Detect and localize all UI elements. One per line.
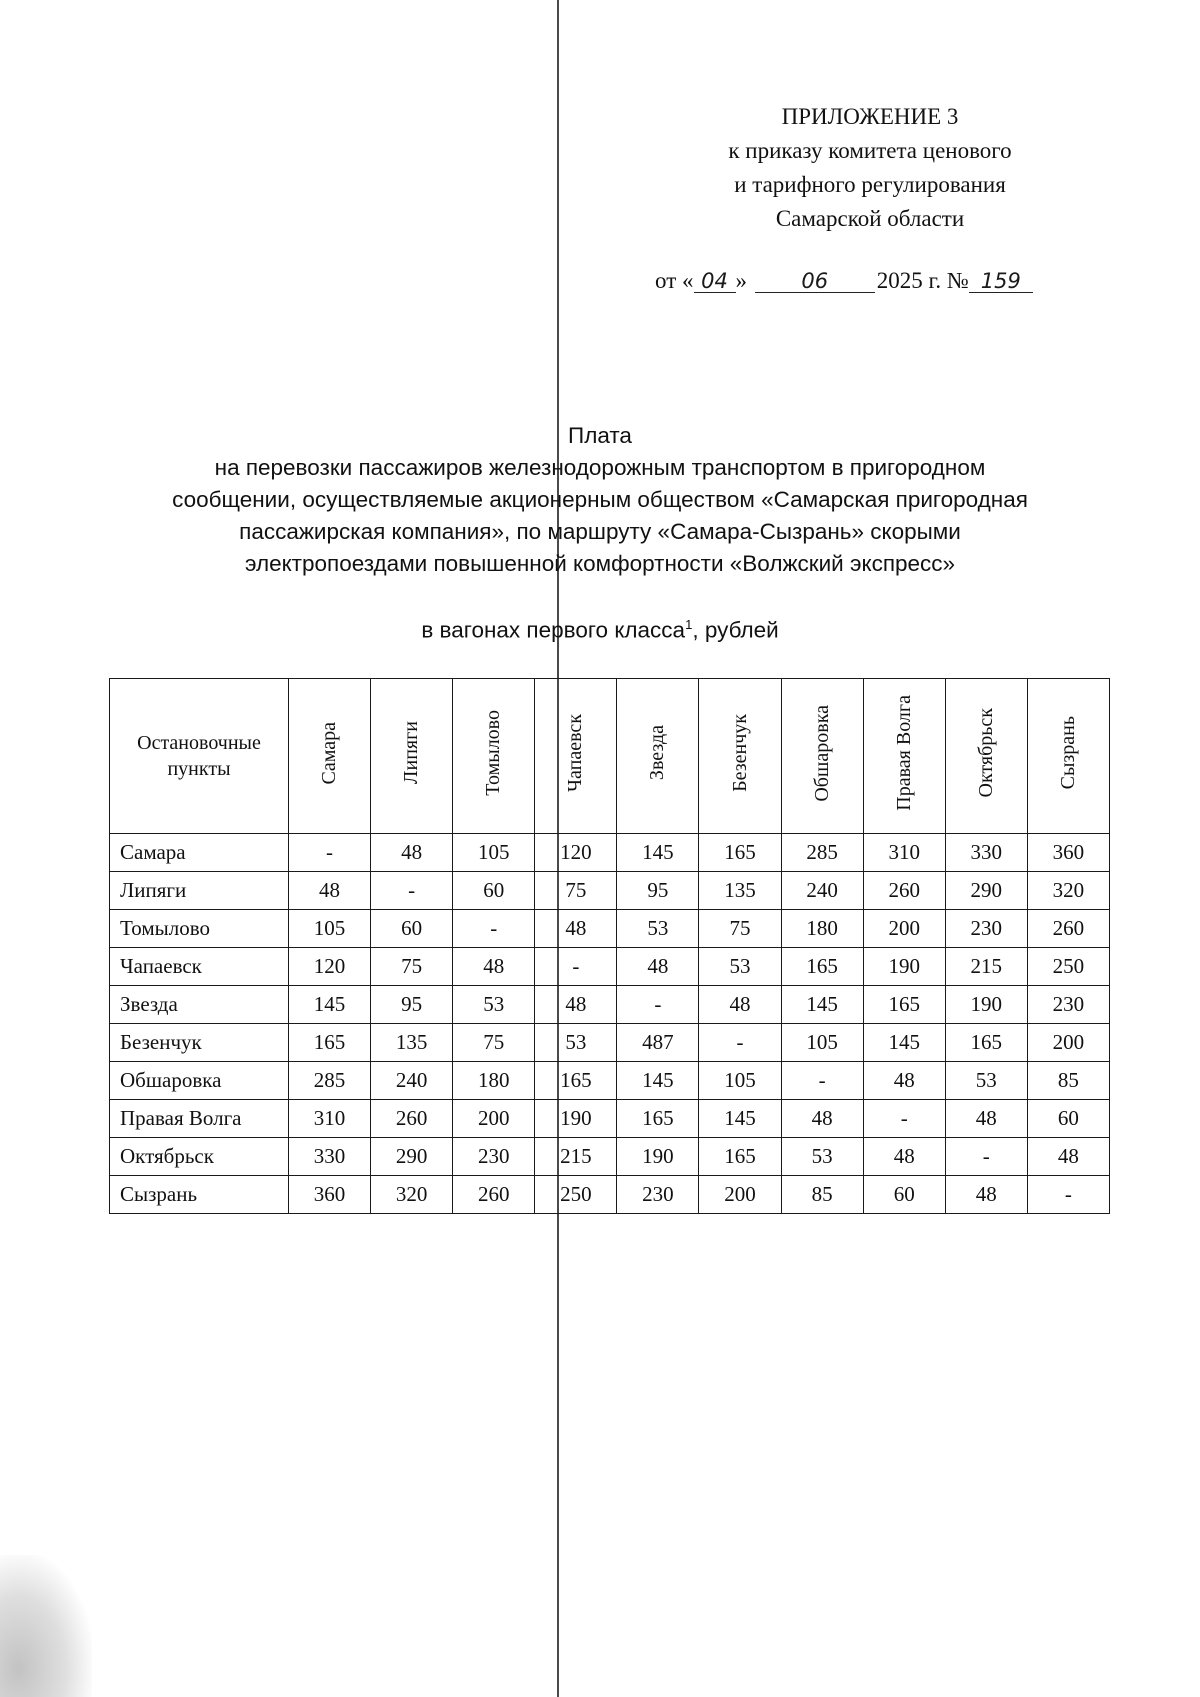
fare-cell: 360 bbox=[289, 1176, 371, 1214]
fare-cell: 215 bbox=[945, 948, 1027, 986]
fare-cell: 48 bbox=[781, 1100, 863, 1138]
fare-cell: 85 bbox=[1027, 1062, 1109, 1100]
column-header-label: Сызрань bbox=[1056, 716, 1079, 790]
fare-cell: 48 bbox=[371, 834, 453, 872]
fare-cell: 310 bbox=[289, 1100, 371, 1138]
order-mid: » bbox=[735, 268, 747, 293]
fare-cell: 165 bbox=[945, 1024, 1027, 1062]
fare-cell: 53 bbox=[945, 1062, 1027, 1100]
fare-cell: 190 bbox=[617, 1138, 699, 1176]
row-stop-name: Октябрьск bbox=[110, 1138, 289, 1176]
table-row bbox=[110, 1024, 1110, 1062]
fare-cell: 48 bbox=[863, 1062, 945, 1100]
fare-cell: 290 bbox=[371, 1138, 453, 1176]
fare-cell: - bbox=[453, 910, 535, 948]
document-subtitle bbox=[90, 617, 1110, 644]
fare-cell: 135 bbox=[699, 872, 781, 910]
fare-cell: 250 bbox=[1027, 948, 1109, 986]
fare-cell: 75 bbox=[699, 910, 781, 948]
fare-cell: 165 bbox=[781, 948, 863, 986]
table-row bbox=[110, 1176, 1110, 1214]
fare-cell: 240 bbox=[781, 872, 863, 910]
column-header bbox=[371, 679, 453, 834]
fare-cell: 215 bbox=[535, 1138, 617, 1176]
fare-cell: 250 bbox=[535, 1176, 617, 1214]
fare-cell: 60 bbox=[453, 872, 535, 910]
fare-cell: - bbox=[371, 872, 453, 910]
fare-cell: 260 bbox=[863, 872, 945, 910]
table-row bbox=[110, 948, 1110, 986]
fare-cell: 135 bbox=[371, 1024, 453, 1062]
column-header-label: Обшаровка bbox=[810, 704, 833, 802]
fare-cell: 53 bbox=[535, 1024, 617, 1062]
fare-cell: - bbox=[535, 948, 617, 986]
fare-cell: 105 bbox=[453, 834, 535, 872]
fare-cell: 165 bbox=[289, 1024, 371, 1062]
fare-cell: 285 bbox=[781, 834, 863, 872]
fare-cell: 95 bbox=[371, 986, 453, 1024]
row-stop-name: Безенчук bbox=[110, 1024, 289, 1062]
fare-cell: 105 bbox=[699, 1062, 781, 1100]
fare-cell: 260 bbox=[1027, 910, 1109, 948]
fare-cell: 165 bbox=[535, 1062, 617, 1100]
fare-cell: 145 bbox=[699, 1100, 781, 1138]
fare-table-body bbox=[110, 834, 1110, 1214]
fare-cell: 260 bbox=[453, 1176, 535, 1214]
fare-cell: - bbox=[699, 1024, 781, 1062]
subtitle-text: в вагонах первого класса bbox=[421, 617, 686, 643]
fare-cell: 165 bbox=[617, 1100, 699, 1138]
fare-cell: 48 bbox=[1027, 1138, 1109, 1176]
fare-cell: 180 bbox=[781, 910, 863, 948]
column-header-label: Безенчук bbox=[728, 714, 751, 792]
fare-table bbox=[109, 678, 1110, 1214]
fare-cell: 165 bbox=[863, 986, 945, 1024]
column-header-label: Самара bbox=[318, 721, 341, 785]
column-header-label: Томылово bbox=[482, 710, 505, 796]
fare-cell: 145 bbox=[781, 986, 863, 1024]
fare-cell: 105 bbox=[781, 1024, 863, 1062]
fare-cell: 310 bbox=[863, 834, 945, 872]
fare-cell: 200 bbox=[453, 1100, 535, 1138]
fare-cell: 165 bbox=[699, 1138, 781, 1176]
table-row bbox=[110, 1138, 1110, 1176]
order-month-handwritten: 06 bbox=[755, 270, 875, 293]
fare-cell: 95 bbox=[617, 872, 699, 910]
column-header bbox=[945, 679, 1027, 834]
corner-header: Остановочные пункты bbox=[110, 679, 289, 834]
order-day-handwritten: 04 bbox=[694, 270, 736, 293]
fare-cell: 285 bbox=[289, 1062, 371, 1100]
fare-cell: 290 bbox=[945, 872, 1027, 910]
appendix-line-2: к приказу комитета ценового bbox=[728, 138, 1012, 163]
fare-cell: 75 bbox=[453, 1024, 535, 1062]
title-line-4: пассажирская компания», по маршруту «Самара-Сызрань» скорыми bbox=[239, 519, 961, 544]
fare-cell: 230 bbox=[1027, 986, 1109, 1024]
fare-cell: 48 bbox=[617, 948, 699, 986]
fare-cell: 145 bbox=[617, 834, 699, 872]
fare-cell: 60 bbox=[863, 1176, 945, 1214]
fare-cell: 320 bbox=[371, 1176, 453, 1214]
column-header bbox=[617, 679, 699, 834]
column-header-label: Октябрьск bbox=[974, 708, 997, 798]
fare-cell: 48 bbox=[863, 1138, 945, 1176]
fare-cell: 165 bbox=[699, 834, 781, 872]
fare-cell: - bbox=[945, 1138, 1027, 1176]
column-header bbox=[1027, 679, 1109, 834]
fare-cell: 105 bbox=[289, 910, 371, 948]
appendix-header bbox=[640, 100, 1100, 236]
row-stop-name: Звезда bbox=[110, 986, 289, 1024]
fare-cell: 200 bbox=[699, 1176, 781, 1214]
order-date-line bbox=[655, 268, 1033, 294]
fare-cell: 60 bbox=[371, 910, 453, 948]
fare-cell: 120 bbox=[535, 834, 617, 872]
fare-cell: 180 bbox=[453, 1062, 535, 1100]
row-stop-name: Правая Волга bbox=[110, 1100, 289, 1138]
column-header bbox=[863, 679, 945, 834]
fare-cell: - bbox=[1027, 1176, 1109, 1214]
fare-table-header-row bbox=[110, 679, 1110, 834]
column-header-label: Правая Волга bbox=[892, 695, 915, 811]
document-title bbox=[90, 420, 1110, 580]
table-row bbox=[110, 872, 1110, 910]
order-number-handwritten: 159 bbox=[969, 270, 1033, 293]
row-stop-name: Томылово bbox=[110, 910, 289, 948]
table-row bbox=[110, 834, 1110, 872]
title-line-5: электропоездами повышенной комфортности «Волжский экспресс» bbox=[244, 551, 956, 576]
fare-cell: 330 bbox=[945, 834, 1027, 872]
column-header bbox=[535, 679, 617, 834]
fare-cell: - bbox=[617, 986, 699, 1024]
table-row bbox=[110, 910, 1110, 948]
fare-cell: - bbox=[289, 834, 371, 872]
scan-smudge bbox=[0, 1555, 92, 1697]
appendix-line-3: и тарифного регулирования bbox=[734, 172, 1006, 197]
fare-cell: 48 bbox=[535, 910, 617, 948]
appendix-number: ПРИЛОЖЕНИЕ 3 bbox=[781, 104, 959, 129]
fare-cell: 360 bbox=[1027, 834, 1109, 872]
fare-cell: 200 bbox=[863, 910, 945, 948]
fare-cell: 75 bbox=[371, 948, 453, 986]
fare-cell: - bbox=[781, 1062, 863, 1100]
fare-cell: 230 bbox=[945, 910, 1027, 948]
fare-cell: 190 bbox=[535, 1100, 617, 1138]
title-line-2: на перевозки пассажиров железнодорожным транспортом в пригородном bbox=[214, 455, 986, 480]
appendix-line-4: Самарской области bbox=[775, 206, 965, 231]
fare-cell: 48 bbox=[945, 1100, 1027, 1138]
fare-cell: 53 bbox=[617, 910, 699, 948]
column-header bbox=[699, 679, 781, 834]
fare-cell: 487 bbox=[617, 1024, 699, 1062]
table-row bbox=[110, 1062, 1110, 1100]
column-header-label: Звезда bbox=[646, 725, 669, 781]
column-header bbox=[289, 679, 371, 834]
fare-cell: 145 bbox=[863, 1024, 945, 1062]
subtitle-suffix: , рублей bbox=[692, 617, 779, 643]
fare-cell: 230 bbox=[617, 1176, 699, 1214]
fare-cell: 320 bbox=[1027, 872, 1109, 910]
fare-cell: 240 bbox=[371, 1062, 453, 1100]
footnote-marker: 1 bbox=[685, 617, 693, 632]
column-header bbox=[781, 679, 863, 834]
row-stop-name: Сызрань bbox=[110, 1176, 289, 1214]
fare-cell: 230 bbox=[453, 1138, 535, 1176]
fare-cell: 53 bbox=[453, 986, 535, 1024]
fare-cell: 190 bbox=[863, 948, 945, 986]
row-stop-name: Обшаровка bbox=[110, 1062, 289, 1100]
table-row bbox=[110, 986, 1110, 1024]
column-header-label: Липяги bbox=[400, 721, 423, 785]
fare-cell: - bbox=[863, 1100, 945, 1138]
title-line-3: сообщении, осуществляемые акционерным обществом «Самарская пригородная bbox=[172, 487, 1028, 512]
row-stop-name: Липяги bbox=[110, 872, 289, 910]
fare-cell: 53 bbox=[781, 1138, 863, 1176]
fare-cell: 120 bbox=[289, 948, 371, 986]
order-year: 2025 г. № bbox=[876, 268, 969, 293]
table-row bbox=[110, 1100, 1110, 1138]
fare-cell: 48 bbox=[535, 986, 617, 1024]
order-prefix: от « bbox=[655, 268, 694, 293]
fare-cell: 145 bbox=[617, 1062, 699, 1100]
column-header bbox=[453, 679, 535, 834]
fare-cell: 85 bbox=[781, 1176, 863, 1214]
fare-cell: 48 bbox=[945, 1176, 1027, 1214]
row-stop-name: Чапаевск bbox=[110, 948, 289, 986]
fare-cell: 75 bbox=[535, 872, 617, 910]
fare-cell: 48 bbox=[289, 872, 371, 910]
fare-cell: 260 bbox=[371, 1100, 453, 1138]
fare-cell: 48 bbox=[453, 948, 535, 986]
fare-cell: 145 bbox=[289, 986, 371, 1024]
title-line-1: Плата bbox=[568, 423, 632, 448]
fare-cell: 53 bbox=[699, 948, 781, 986]
fare-cell: 60 bbox=[1027, 1100, 1109, 1138]
fare-cell: 48 bbox=[699, 986, 781, 1024]
row-stop-name: Самара bbox=[110, 834, 289, 872]
fare-cell: 330 bbox=[289, 1138, 371, 1176]
fare-cell: 190 bbox=[945, 986, 1027, 1024]
column-header-label: Чапаевск bbox=[564, 714, 587, 792]
fare-cell: 200 bbox=[1027, 1024, 1109, 1062]
